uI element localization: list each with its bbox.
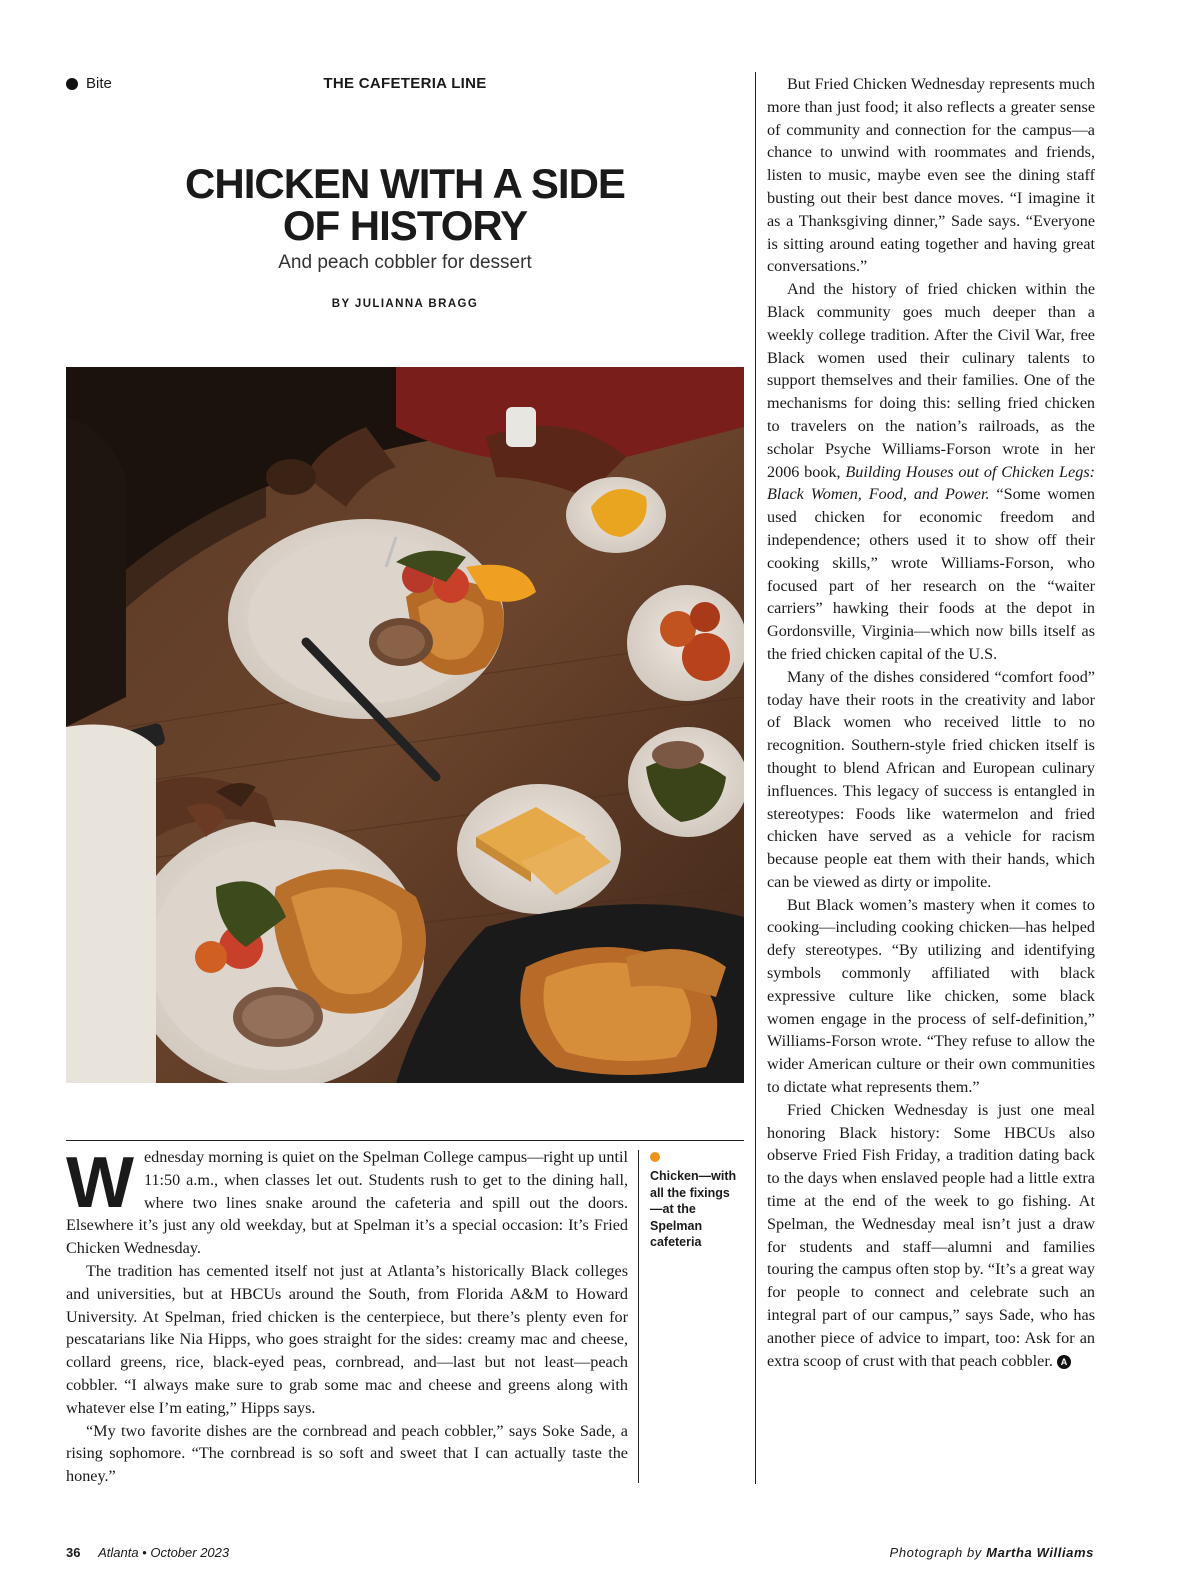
headline-line-2: OF HISTORY bbox=[282, 202, 528, 249]
headline bbox=[66, 160, 744, 249]
caption-dot-icon bbox=[650, 1152, 660, 1162]
fried-chicken-meal-photo bbox=[66, 367, 744, 1083]
photo-credit bbox=[890, 1545, 1094, 1560]
body-paragraph: And the history of fried chicken within the Black community goes much deeper than a weekly college tradition. After the Civil War, free Black women used their culinary talents to support themselves and their families. One of the mechanisms for doing this: selling fried chicken to travelers on the nation’s railroads, as the scholar Psyche Williams-Forson wrote in her 2006 book, Building Houses out of Chicken Legs: Black Women, Food, and Power. “Some women used chicken for economic freedom and independence; others used it to show off their cooking skills,” wrote Williams-Forson, who focused part of her research on the “waiter carriers” hawking their foods at the depot in Gordonsville, Virginia—which now bills itself as the fried chicken capital of the U.S. bbox=[767, 280, 1096, 663]
byline: BY JULIANNA BRAGG bbox=[331, 298, 479, 310]
body-paragraph: Fried Chicken Wednesday is just one meal honoring Black history: Some HBCUs also observe Fried Fish Friday, a tradition dating back to the days when enslaved people had a little extra time at the end of the week to go fishing. At Spelman, the Wednesday meal isn’t just a draw for students and staff—alumni and families touring the campus often stop by. “It’s a great way for people to connect and celebrate such an integral part of our campus,” says Sade, who has another piece of advice to impart, too: Ask for an extra scoop of crust with that peach cobbler. A bbox=[767, 1100, 1095, 1370]
column-divider bbox=[755, 72, 756, 1484]
body-paragraph: But Fried Chicken Wednesday represents much more than just food; it also reflects a greater sense of community and connection for the campus—a chance to unwind with roommates and friends, listen to music, maybe even see the dining staff busting out their best dance moves. “I imagine it as a Thanksgiving dinner,” Sade says. “Everyone is sitting around eating together and having great conversations.” bbox=[767, 75, 1095, 276]
body-column-left bbox=[66, 1143, 628, 1488]
credit-name: Martha Williams bbox=[986, 1545, 1094, 1560]
body-paragraph: Many of the dishes considered “comfort food” today have their roots in the creativity and labor of Black women who received little to no recognition. Southern-style fried chicken itself is thought to blend African and European culinary influences. This legacy of success is entangled in stereotypes: Foods like watermelon and fried chicken have served as a vehicle for racism because people eat them with their hands, which can be viewed as dirty or impolite. bbox=[767, 667, 1095, 891]
body-column-right bbox=[767, 73, 1095, 1372]
body-paragraph: Wednesday morning is quiet on the Spelman College campus—right up until 11:50 a.m., when classes let out. Students rush to get to the dining hall, where two lines snake around the cafeteria and spill out the doors. Elsewhere it’s just any old weekday, but at Spelman it’s a special occasion: It’s Fried Chicken Wednesday. bbox=[66, 1143, 628, 1258]
headline-line-1: CHICKEN WITH A SIDE bbox=[185, 160, 625, 207]
end-mark-icon: A bbox=[1057, 1355, 1071, 1369]
page-number: 36 bbox=[66, 1545, 81, 1560]
kicker: THE CAFETERIA LINE bbox=[323, 75, 487, 92]
book-title: Building Houses out of Chicken Legs: Black Women, Food, and Power. bbox=[767, 462, 1096, 504]
body-paragraph: But Black women’s mastery when it comes to cooking—including cooking chicken—has helped defy stereotypes. “By utilizing and identifying symbols commonly affiliated with black expressive culture like chicken, some black women engage in the process of self-definition,” Williams-Forson wrote. “They refuse to allow the wider American culture or their own communities to dictate what represents them.” bbox=[767, 895, 1095, 1097]
article-photo bbox=[66, 367, 744, 1083]
section-label: Bite bbox=[86, 75, 112, 92]
caption-text: Chicken—with all the fixings—at the Spelman cafeteria bbox=[650, 1169, 737, 1249]
body-paragraph: “My two favorite dishes are the cornbread and peach cobbler,” says Soke Sade, a rising sophomore. “The cornbread is so soft and sweet that I can actually taste the honey.” bbox=[66, 1421, 628, 1486]
magazine-issue: Atlanta • October 2023 bbox=[98, 1545, 230, 1560]
photo-caption bbox=[650, 1152, 742, 1251]
drop-cap: W bbox=[66, 1143, 134, 1223]
caption-divider bbox=[638, 1150, 639, 1483]
body-paragraph: The tradition has cemented itself not just at Atlanta’s historically Black colleges and universities, but at HBCUs around the South, from Florida A&M to Howard University. At Spelman, fried chicken is the centerpiece, but there’s plenty even for pescatarians like Nia Hipps, who goes straight for the sides: creamy mac and cheese, collard greens, rice, black-eyed peas, cornbread, and—last but not least—peach cobbler. “I always make sure to grab some mac and cheese and greens along with whatever else I’m eating,” Hipps says. bbox=[66, 1261, 628, 1417]
horizontal-rule bbox=[66, 1140, 744, 1141]
page-footer-left bbox=[66, 1545, 229, 1560]
dek: And peach cobbler for dessert bbox=[278, 252, 532, 273]
credit-prefix: Photograph by bbox=[889, 1545, 982, 1560]
